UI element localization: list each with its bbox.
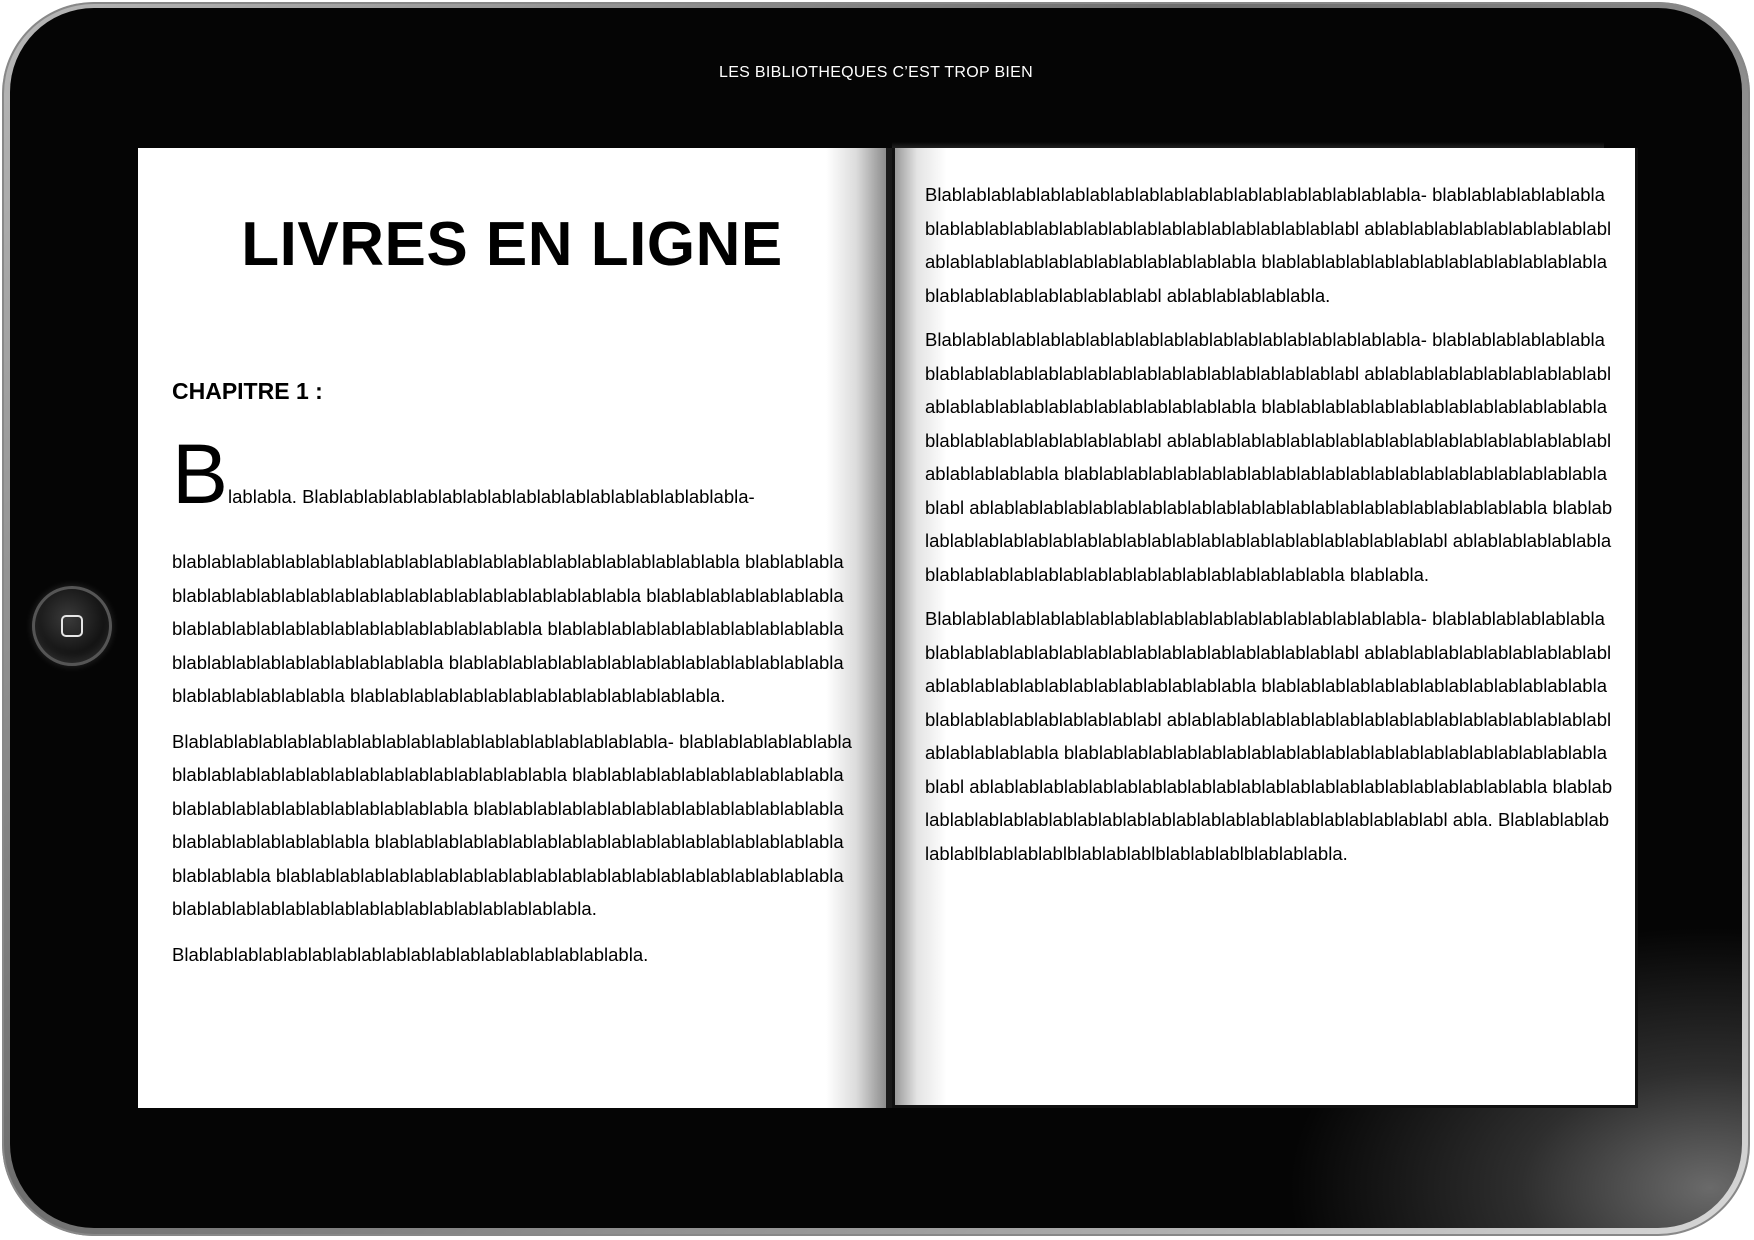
chapter-heading: CHAPITRE 1 : — [172, 378, 323, 404]
left-page-body — [172, 545, 852, 971]
paragraph: Blablablablablablablablablablablablablablablablablablablabla- blablablablablablablablablablablablablablablablablablablablablablablablabl ablablablablablablablablablablablablablablablablablablablablablablabla blablablablablablablablablablablablablablablablablablablablablablablabl ablablablablablabla. — [925, 184, 1612, 306]
screen-header-title: LES BIBLIOTHEQUES C’EST TROP BIEN — [719, 64, 1033, 81]
right-page-body — [925, 178, 1613, 870]
drop-cap: B — [172, 439, 229, 509]
paragraph: blablablablablablablablablablablablablablablablablablablablablablabla blablablablablablablablablablablablablablablablablablablablablablabla blablablablablablablablablablablablablablablablablablablablablablabla blablablablablablablablablablablablablablablablablablablablablablabla blablablablablablablablablablablablablablablablablablablablablablabla blablablablablablablablablablablablablablabla. — [172, 551, 844, 706]
left-page[interactable] — [138, 148, 886, 1108]
home-square-icon — [61, 615, 83, 637]
first-paragraph-line — [172, 439, 852, 509]
right-page[interactable] — [892, 148, 1638, 1108]
home-button[interactable] — [32, 586, 112, 666]
open-book — [138, 148, 1638, 1108]
tablet-body — [10, 8, 1742, 1228]
paragraph: Blablablablablablablablablablablablablablablablablablablabla- blablablablablablablablablablablablablablablablablablablablablablablablabl ablablablablablablablablablablablablablablablablablablablablablablabla blablablablablablablablablablablablablablablablablablablablablablablabl ablablablablablablablablablablablablablablablablablablablablablablabla blablablablablablablablablablablablablablablablablablablablablablablabl ablablablablablablablablablablablablablablablablablablablablablablabla blablablablablablablablablablablablablablablablablablablablablablablabl abla. Blablablablablablablblablablablblablablablblablablablblablablabla. — [925, 608, 1613, 864]
paragraph: Blablablablablablablablablablablablablablablablablablabla. — [172, 943, 649, 965]
paragraph: Blablablablablablablablablablablablablablablablablablablabla- blablablablablablablablablablablablablablablablablablablablablablablablabl ablablablablablablablablablablablablablablablablablablablablablablabla blablablablablablablablablablablablablablablablablablablablablablablabl ablablablablablablablablablablablablablablablablablablablablablablabla blablablablablablablablablablablablablablablablablablablablablablablabl ablablablablablablablablablablablablablablablablablablablablablablabla blablablablablablablablablablablablablablablablablablablablablablablabl ablablablablablablablablablablablablablablablablablablablablablablabla blablabla. — [925, 329, 1613, 585]
first-line-text: lablabla. Blablablablablablablablablablablablablablablablablabla- — [228, 486, 755, 507]
paragraph: Blablablablablablablablablablablablablablablablablablablabla- blablablablablablablablablablablablablablablablablablablablablablabla blablablablablablablablablablablablablablablablablablablablablablabla blablablablablablablablablablablablablablablablablablablablablablabla blablablablablablablablablablablablablablablablablablablablablablabla blablablablablablablablablablablablablablablablablablablablablablabla blablablablablablablablablablablablablablablablabla. — [172, 730, 852, 919]
page-title: LIVRES EN LIGNE — [241, 210, 783, 279]
